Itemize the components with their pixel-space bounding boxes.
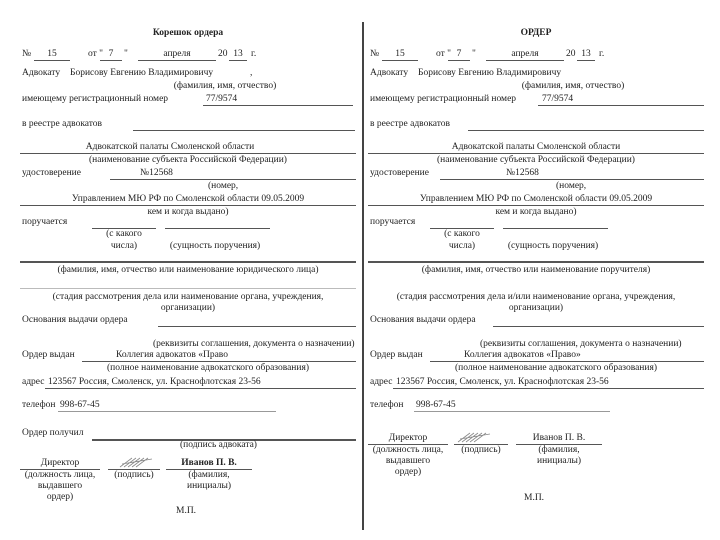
position: Директор bbox=[40, 458, 80, 468]
phone-label: телефон bbox=[370, 400, 404, 410]
phone: 998-67-45 bbox=[60, 400, 100, 410]
seal-mark: М.П. bbox=[176, 506, 197, 516]
name-caption-2: инициалы) bbox=[186, 481, 231, 491]
chamber: Адвокатской палаты Смоленской области bbox=[85, 142, 255, 152]
stage-caption-2: организации) bbox=[508, 303, 564, 313]
position-caption-2: выдавшего bbox=[37, 481, 83, 491]
position-caption-2: выдавшего bbox=[385, 456, 431, 466]
cert-number: №12568 bbox=[140, 168, 173, 178]
signer-name: Иванов П. В. bbox=[181, 458, 237, 468]
person-caption: (фамилия, имя, отчество или наименование юридического лица) bbox=[57, 265, 319, 275]
order-title: ОРДЕР bbox=[520, 28, 552, 38]
cert-label: удостоверение bbox=[22, 168, 81, 178]
number-label: № bbox=[22, 49, 32, 59]
position-caption: (должность лица, bbox=[372, 445, 444, 455]
subject-caption: (наименование субъекта Российской Федерации) bbox=[89, 155, 287, 165]
signer-name: Иванов П. В. bbox=[532, 433, 586, 443]
order-month: апреля bbox=[511, 49, 539, 59]
org-caption: (полное наименование адвокатского образования) bbox=[454, 363, 658, 373]
reg-number: 77/9574 bbox=[542, 94, 574, 104]
order-day: 7 bbox=[108, 49, 114, 59]
cert-label: удостоверение bbox=[370, 168, 429, 178]
organization: Коллегия адвокатов «Право» bbox=[464, 350, 581, 360]
order-year: 13 bbox=[233, 49, 243, 59]
lawyer-sign-caption: (подпись адвоката) bbox=[180, 440, 257, 450]
seal-mark: М.П. bbox=[524, 493, 545, 503]
cert-number: №12568 bbox=[506, 168, 539, 178]
stage-caption: (стадия рассмотрения дела и/или наименование органа, учреждения, bbox=[396, 292, 676, 302]
position: Директор bbox=[388, 433, 428, 443]
lawyer-name: Борисову Евгению Владимировичу bbox=[70, 68, 214, 78]
entrusted-label: поручается bbox=[370, 217, 416, 227]
name-caption: (фамилия, bbox=[538, 445, 580, 455]
registry-label: в реестре адвокатов bbox=[370, 119, 451, 129]
position-caption-3: ордер) bbox=[394, 467, 422, 477]
year-prefix: 20 bbox=[566, 49, 576, 59]
order-month: апреля bbox=[163, 49, 191, 59]
cut-divider bbox=[362, 22, 364, 530]
name-caption-2: инициалы) bbox=[536, 456, 581, 466]
stage-caption: (стадия рассмотрения дела или наименование органа, учреждения, bbox=[52, 292, 324, 302]
quote: " bbox=[472, 49, 476, 59]
number-caption: (номер, bbox=[208, 181, 239, 191]
issued-caption: кем и когда выдано) bbox=[495, 207, 577, 217]
reg-label: имеющему регистрационный номер bbox=[370, 94, 517, 104]
received-label: Ордер получил bbox=[22, 428, 84, 438]
from-date-caption: (с какого bbox=[106, 229, 142, 239]
issued-label: Ордер выдан bbox=[370, 350, 423, 360]
signature-caption: (подпись) bbox=[461, 445, 501, 455]
entrusted-label: поручается bbox=[22, 217, 68, 227]
year-prefix: 20 bbox=[218, 49, 228, 59]
phone: 998-67-45 bbox=[416, 400, 456, 410]
grounds-caption: (реквизиты соглашения, документа о назначении) bbox=[480, 339, 682, 349]
address: 123567 Россия, Смоленск, ул. Краснофлотская 23-56 bbox=[396, 377, 609, 387]
registry-label: в реестре адвокатов bbox=[22, 119, 103, 129]
date-from-label: от " bbox=[88, 49, 104, 59]
order-number: 15 bbox=[395, 49, 405, 59]
date-from-label: от " bbox=[436, 49, 452, 59]
person-caption: (фамилия, имя, отчество или наименование поручителя) bbox=[421, 265, 651, 275]
chamber: Адвокатской палаты Смоленской области bbox=[451, 142, 621, 152]
year-suffix: г. bbox=[251, 49, 257, 59]
lawyer-label: Адвокату bbox=[22, 68, 61, 78]
essence-caption: (сущность поручения) bbox=[507, 241, 599, 251]
order-stub bbox=[20, 0, 356, 540]
order-number: 15 bbox=[47, 49, 57, 59]
issued-by: Управлением МЮ РФ по Смоленской области 09.05.2009 bbox=[71, 194, 305, 204]
issued-label: Ордер выдан bbox=[22, 350, 75, 360]
position-caption: (должность лица, bbox=[24, 470, 96, 480]
subject-caption: (наименование субъекта Российской Федерации) bbox=[437, 155, 635, 165]
number-caption: (номер, bbox=[556, 181, 587, 191]
signature-image bbox=[118, 455, 154, 469]
reg-label: имеющему регистрационный номер bbox=[22, 94, 169, 104]
stage-caption-2: организации) bbox=[160, 303, 216, 313]
comma: , bbox=[250, 68, 253, 78]
essence-caption: (сущность поручения) bbox=[169, 241, 261, 251]
number-label: № bbox=[370, 49, 380, 59]
from-date-caption-2: числа) bbox=[448, 241, 476, 251]
fio-caption: (фамилия, имя, отчество) bbox=[521, 81, 625, 91]
grounds-caption: (реквизиты соглашения, документа о назначении) bbox=[153, 339, 355, 349]
signature-caption: (подпись) bbox=[114, 470, 154, 480]
lawyer-name: Борисову Евгению Владимировичу bbox=[418, 68, 562, 78]
grounds-label: Основания выдачи ордера bbox=[22, 315, 128, 325]
order-year: 13 bbox=[581, 49, 591, 59]
grounds-label: Основания выдачи ордера bbox=[370, 315, 476, 325]
reg-number: 77/9574 bbox=[206, 94, 238, 104]
from-date-caption: (с какого bbox=[444, 229, 480, 239]
address-label: адрес bbox=[370, 377, 393, 387]
address-label: адрес bbox=[22, 377, 45, 387]
address: 123567 Россия, Смоленск, ул. Краснофлотская 23-56 bbox=[48, 377, 261, 387]
order-form bbox=[368, 0, 704, 540]
fio-caption: (фамилия, имя, отчество) bbox=[173, 81, 277, 91]
name-caption: (фамилия, bbox=[188, 470, 230, 480]
order-day: 7 bbox=[456, 49, 462, 59]
quote: " bbox=[124, 49, 128, 59]
signature-image bbox=[456, 430, 492, 444]
org-caption: (полное наименование адвокатского образования) bbox=[106, 363, 310, 373]
organization: Коллегия адвокатов «Право bbox=[116, 350, 228, 360]
lawyer-label: Адвокату bbox=[370, 68, 409, 78]
position-caption-3: ордер) bbox=[46, 492, 74, 502]
issued-by: Управлением МЮ РФ по Смоленской области 09.05.2009 bbox=[419, 194, 653, 204]
phone-label: телефон bbox=[22, 400, 56, 410]
stub-title: Корешок ордера bbox=[152, 28, 224, 38]
from-date-caption-2: числа) bbox=[110, 241, 138, 251]
year-suffix: г. bbox=[599, 49, 605, 59]
issued-caption: кем и когда выдано) bbox=[147, 207, 229, 217]
